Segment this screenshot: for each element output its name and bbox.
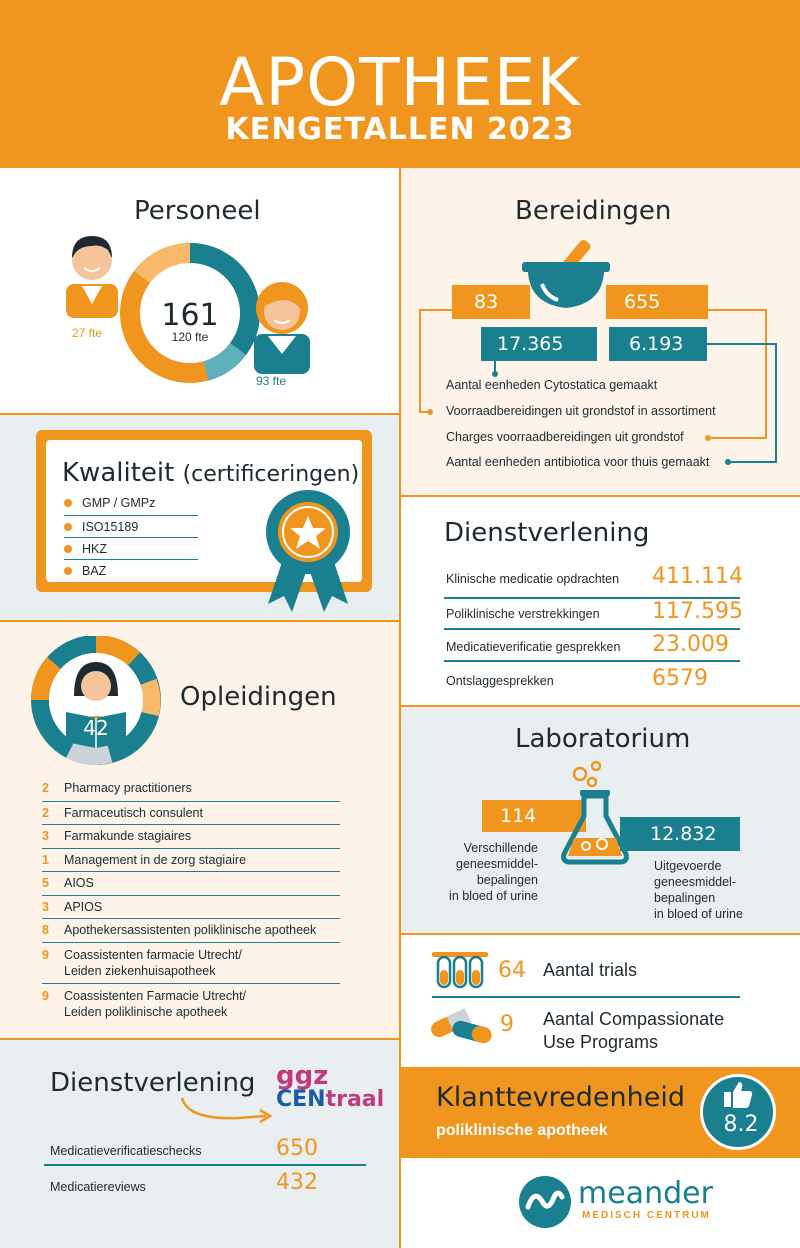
list-item: 3 APIOS — [42, 896, 340, 920]
personeel-total-fte: 120 fte — [171, 330, 209, 344]
meander-logo-icon — [518, 1175, 572, 1229]
dv-value: 23.009 — [652, 632, 729, 657]
dv-label: Ontslaggesprekken — [446, 674, 554, 688]
klant-score: 8.2 — [723, 1112, 759, 1137]
capsules-icon — [426, 1008, 494, 1044]
bereidingen-bar-17365: 17.365 — [481, 327, 597, 361]
list-item: 2 Farmaceutisch consulent — [42, 802, 340, 826]
dv-value: 117.595 — [652, 599, 743, 624]
bereidingen-label-2: Voorraadbereidingen uit grondstof in assortiment — [446, 404, 716, 418]
ggz-value: 650 — [276, 1136, 318, 1161]
dv-label: Klinische medicatie opdrachten — [446, 572, 620, 586]
kwaliteit-subtitle: (certificeringen) — [182, 462, 360, 487]
ggz-logo: ggz CENtraal — [276, 1061, 385, 1112]
personeel-total: 161 — [161, 298, 219, 333]
klant-subtitle: poliklinische apotheek — [436, 1122, 608, 1139]
ggz-label: Medicatiereviews — [50, 1180, 146, 1194]
kwaliteit-title-text: Kwaliteit — [62, 458, 175, 488]
opleidingen-title: Opleidingen — [180, 682, 337, 712]
lab-label-1: Verschillende geneesmiddel- bepalingen in bloed of urine — [449, 841, 538, 903]
list-item: 5 AIOS — [42, 872, 340, 896]
bereidingen-label-1: Aantal eenheden Cytostatica gemaakt — [446, 378, 658, 392]
arrow-icon — [178, 1094, 278, 1128]
dv-label: Medicatieverificatie gesprekken — [446, 640, 621, 654]
lab-label-2: Uitgevoerde geneesmiddel- bepalingen in bloed of urine — [654, 859, 743, 921]
page-title: APOTHEEK — [219, 44, 581, 121]
list-item: HKZ — [64, 538, 198, 560]
bereidingen-label-4: Aantal eenheden antibiotica voor thuis gemaakt — [446, 455, 710, 469]
bereidingen-title: Bereidingen — [515, 196, 672, 226]
page-subtitle: KENGETALLEN 2023 — [225, 112, 575, 147]
ggz-label: Medicatieverificatieschecks — [50, 1144, 202, 1158]
list-item: ISO15189 — [64, 516, 198, 538]
bereidingen-label-3: Charges voorraadbereidingen uit grondstof — [446, 430, 684, 444]
dienstverlening-title: Dienstverlening — [444, 518, 650, 548]
divider — [0, 1038, 399, 1040]
dv-label: Poliklinische verstrekkingen — [446, 607, 600, 621]
cup-value: 9 — [500, 1012, 514, 1037]
female-fte: 93 fte — [256, 374, 287, 388]
kwaliteit-list — [64, 494, 198, 582]
male-avatar-icon — [66, 236, 118, 318]
divider — [0, 413, 399, 415]
klant-title: Klanttevredenheid — [436, 1082, 685, 1113]
test-tubes-icon — [430, 948, 490, 990]
trials-value: 64 — [498, 958, 526, 983]
footer-sub: MEDISCH CENTRUM — [582, 1210, 711, 1221]
female-avatar-icon — [254, 282, 310, 374]
laboratorium-title: Laboratorium — [515, 724, 691, 754]
divider — [0, 620, 399, 622]
kwaliteit-title — [62, 458, 359, 488]
footer-brand: meander — [578, 1176, 713, 1211]
rosette-star-icon — [258, 486, 358, 612]
list-item: GMP / GMPz — [64, 494, 198, 516]
list-item: 2 Pharmacy practitioners — [42, 778, 340, 802]
personeel-title: Personeel — [134, 196, 261, 226]
list-item: 9 Coassistenten farmacie Utrecht/ Leiden ziekenhuisapotheek — [42, 943, 340, 984]
divider — [399, 168, 401, 1248]
header-banner — [0, 0, 800, 168]
male-fte: 27 fte — [72, 326, 103, 340]
lab-bar-114: 114 — [482, 800, 586, 832]
opleidingen-list — [42, 778, 340, 1025]
cup-label: Aantal Compassionate Use Programs — [543, 1009, 725, 1052]
ggz-value: 432 — [276, 1170, 318, 1195]
ggz-title: Dienstverlening — [50, 1068, 256, 1098]
list-item: 9 Coassistenten Farmacie Utrecht/ Leiden poliklinische apotheek — [42, 988, 247, 1019]
flask-icon — [550, 760, 640, 870]
bereidingen-bar-6193: 6.193 — [609, 327, 707, 361]
dv-value: 6579 — [652, 666, 708, 691]
list-item: 3 Farmakunde stagiaires — [42, 825, 340, 849]
bereidingen-bar-83: 83 — [452, 285, 530, 319]
trials-label: Aantal trials — [543, 960, 638, 980]
thumbs-up-icon — [722, 1080, 754, 1110]
list-item: 1 Management in de zorg stagiaire — [42, 849, 340, 873]
opleidingen-total: 42 — [83, 716, 109, 740]
opleidingen-donut-graphic — [30, 636, 164, 766]
divider — [401, 705, 800, 707]
divider — [401, 933, 800, 935]
list-item: BAZ — [64, 560, 198, 582]
bereidingen-bar-655: 655 — [606, 285, 708, 319]
lab-bar-12832: 12.832 — [620, 817, 740, 851]
dv-value: 411.114 — [652, 564, 743, 589]
divider — [401, 495, 800, 497]
list-item: 8 Apothekersassistenten poliklinische apotheek — [42, 919, 340, 943]
ggz-logo-top: ggz — [276, 1061, 329, 1091]
